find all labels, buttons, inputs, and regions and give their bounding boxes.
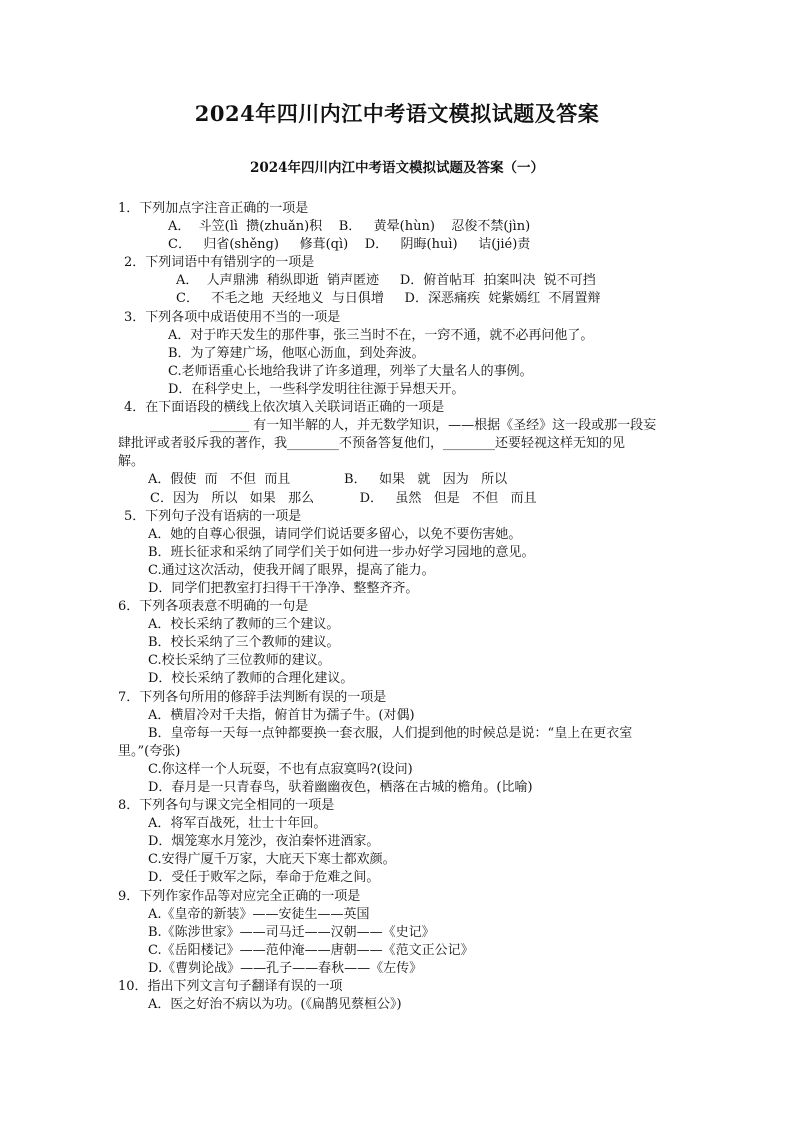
text-line: D．烟笼寒水月笼沙，夜泊秦怀进酒家。 bbox=[148, 834, 380, 850]
text-line: A．校长采纳了教师的三个建议。 bbox=[148, 617, 340, 633]
text-line: D．同学们把教室打扫得干干净净、整整齐齐。 bbox=[148, 580, 419, 596]
text-line: A． 斗笠(lì 攒(zhuǎn)积 B． 黄晕(hùn) 忍俊不禁(jìn) bbox=[168, 219, 531, 235]
text-line: A.《皇帝的新装》——安徒生——英国 bbox=[148, 906, 370, 922]
text-line: D．受任于败军之际，奉命于危难之间。 bbox=[148, 870, 380, 886]
text-line: D．校长采纳了教师的合理化建议。 bbox=[148, 671, 354, 687]
text-line: 10．指出下列文言句子翻译有误的一项 bbox=[118, 979, 343, 995]
text-line: D．春月是一只青春鸟，驮着幽幽夜色，栖落在古城的檐角。(比喻) bbox=[148, 780, 533, 795]
text-line: C.校长采纳了三位教师的建议。 bbox=[148, 653, 331, 669]
text-line: A．对于昨天发生的那件事，张三当时不在，一窍不通，就不必再问他了。 bbox=[168, 327, 594, 343]
text-line: C.你这样一个人玩耍，不也有点寂寞吗?(设问) bbox=[148, 761, 413, 777]
text-line: 肆批评或者驳斥我的著作，我________不预备答复他们，________还要轻视这样无知的见 bbox=[118, 436, 626, 452]
text-line: C.通过这次活动，使我开阔了眼界，提高了能力。 bbox=[148, 562, 435, 578]
text-line: 解。 bbox=[118, 454, 145, 470]
text-line: C．因为 所以 如果 那么 D． 虽然 但是 不但 而且 bbox=[150, 490, 537, 506]
text-line: A．医之好治不病以为功。(《扁鹊见蔡桓公》) bbox=[148, 997, 402, 1013]
text-line: B．班长征求和采纳了同学们关于如何进一步办好学习园地的意见。 bbox=[148, 544, 535, 560]
text-line: D.《曹刿论战》——孔子——春秋——《左传》 bbox=[148, 960, 423, 976]
text-line: A．横眉冷对千夫指，俯首甘为孺子牛。(对偶) bbox=[148, 707, 415, 723]
text-line: D．在科学史上，一些科学发明往往源于异想天开。 bbox=[168, 381, 465, 397]
text-line: B．皇帝每一天每一点钟都要换一套衣服，人们提到他的时候总是说：“皇上在更衣室 bbox=[148, 725, 633, 741]
text-line: A．她的自尊心很强，请同学们说话要多留心，以免不要伤害她。 bbox=[148, 526, 522, 542]
text-line: 1．下列加点字注音正确的一项是 bbox=[118, 201, 309, 216]
text-line: 2．下列词语中有错别字的一项是 bbox=[124, 255, 315, 271]
text-line: C.老师语重心长地给我讲了许多道理，列举了大量名人的事例。 bbox=[168, 363, 533, 379]
text-line: A．假使 而 不但 而且 B． 如果 就 因为 所以 bbox=[148, 472, 508, 488]
text-line: 8．下列各句与课文完全相同的一项是 bbox=[118, 798, 335, 814]
text-line: B．校长采纳了三个教师的建议。 bbox=[148, 635, 340, 651]
text-line: A．将军百战死，壮士十年回。 bbox=[148, 816, 327, 832]
text-line: C． 归省(shěng) 修葺(qì) D． 阴晦(huì) 诘(jié)责 bbox=[168, 237, 531, 253]
text-line: B.《陈涉世家》——司马迁——汉朝——《史记》 bbox=[148, 924, 435, 940]
text-line: B．为了筹建广场，他呕心沥血，到处奔波。 bbox=[168, 345, 425, 361]
document-body bbox=[118, 200, 678, 1014]
document-subtitle: 2024年四川内江中考语文模拟试题及答案（一） bbox=[249, 160, 545, 176]
text-line: 5．下列句子没有语病的一项是 bbox=[124, 508, 302, 524]
text-line: 7．下列各句所用的修辞手法判断有误的一项是 bbox=[118, 689, 387, 705]
text-line: C.安得广厦千万家，大庇天下寒士都欢颜。 bbox=[148, 852, 396, 868]
text-line: ______ 有一知半解的人，并无数学知识，——根据《圣经》这一段或那一段妄 bbox=[210, 418, 657, 434]
text-line: 3．下列各项中成语使用不当的一项是 bbox=[124, 309, 341, 325]
text-line: 4．在下面语段的横线上依次填入关联词语正确的一项是 bbox=[124, 400, 445, 416]
document-title: 2024年四川内江中考语文模拟试题及答案 bbox=[194, 101, 600, 126]
text-line: 9．下列作家作品等对应完全正确的一项是 bbox=[118, 888, 361, 904]
text-line: 里。”(夸张) bbox=[118, 743, 181, 759]
text-line: A． 人声鼎沸 稍纵即逝 销声匿迹 D．俯首帖耳 拍案叫决 锐不可挡 bbox=[176, 273, 596, 289]
text-line: C.《岳阳楼记》——范仲淹——唐朝——《范文正公记》 bbox=[148, 942, 474, 958]
text-line: 6．下列各项表意不明确的一句是 bbox=[118, 599, 309, 615]
text-line: C． 不毛之地 天经地义 与日俱增 D．深恶痛疾 姹紫嫣红 不屑置辩 bbox=[176, 291, 601, 307]
